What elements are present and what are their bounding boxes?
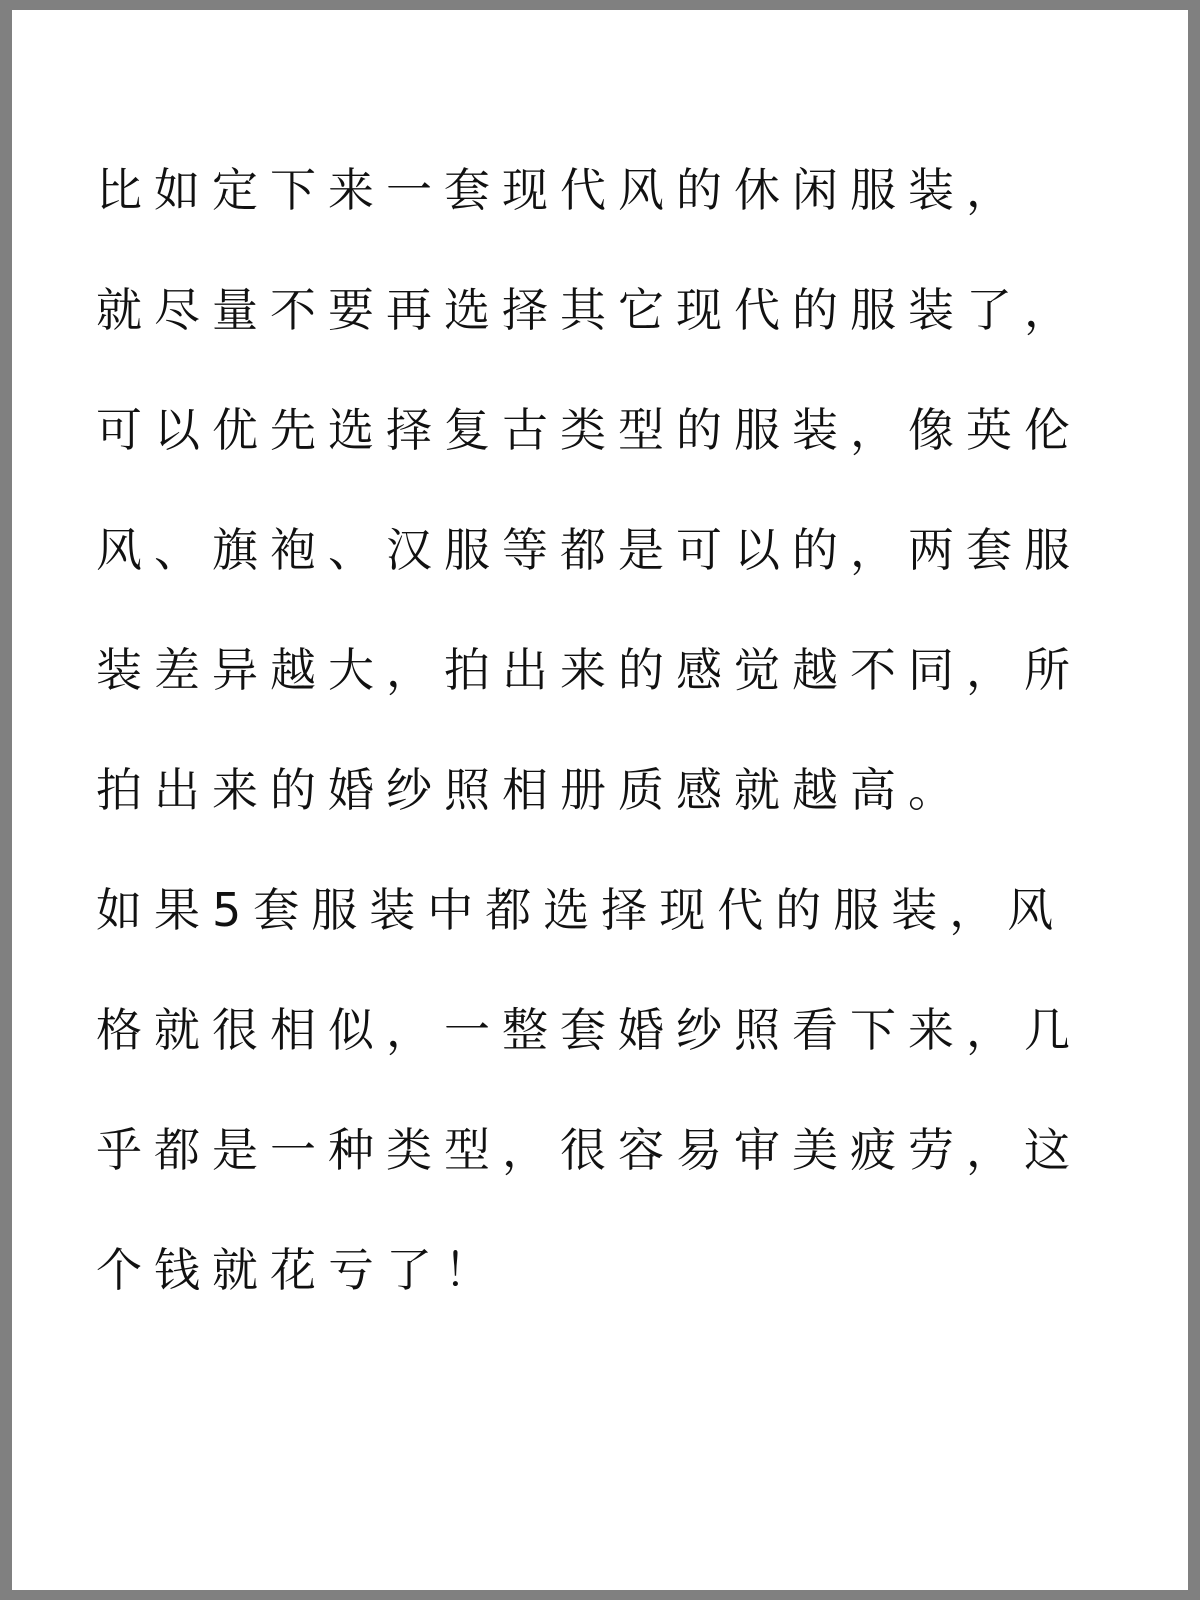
text-line: 风、旗袍、汉服等都是可以的，两套服 bbox=[96, 523, 1082, 577]
document-page bbox=[12, 10, 1188, 1590]
text-line: 比如定下来一套现代风的休闲服装， bbox=[96, 163, 1024, 217]
text-line: 个钱就花亏了！ bbox=[96, 1243, 502, 1297]
text-line: 乎都是一种类型，很容易审美疲劳，这 bbox=[96, 1123, 1082, 1177]
text-line: 格就很相似，一整套婚纱照看下来，几 bbox=[96, 1003, 1082, 1057]
text-line: 如果5套服装中都选择现代的服装，风 bbox=[96, 883, 1066, 937]
text-line: 装差异越大，拍出来的感觉越不同，所 bbox=[96, 643, 1082, 697]
text-line: 可以优先选择复古类型的服装，像英伦 bbox=[96, 403, 1082, 457]
text-line: 就尽量不要再选择其它现代的服装了， bbox=[96, 283, 1082, 337]
body-text bbox=[96, 130, 1126, 1330]
text-line: 拍出来的婚纱照相册质感就越高。 bbox=[96, 763, 966, 817]
